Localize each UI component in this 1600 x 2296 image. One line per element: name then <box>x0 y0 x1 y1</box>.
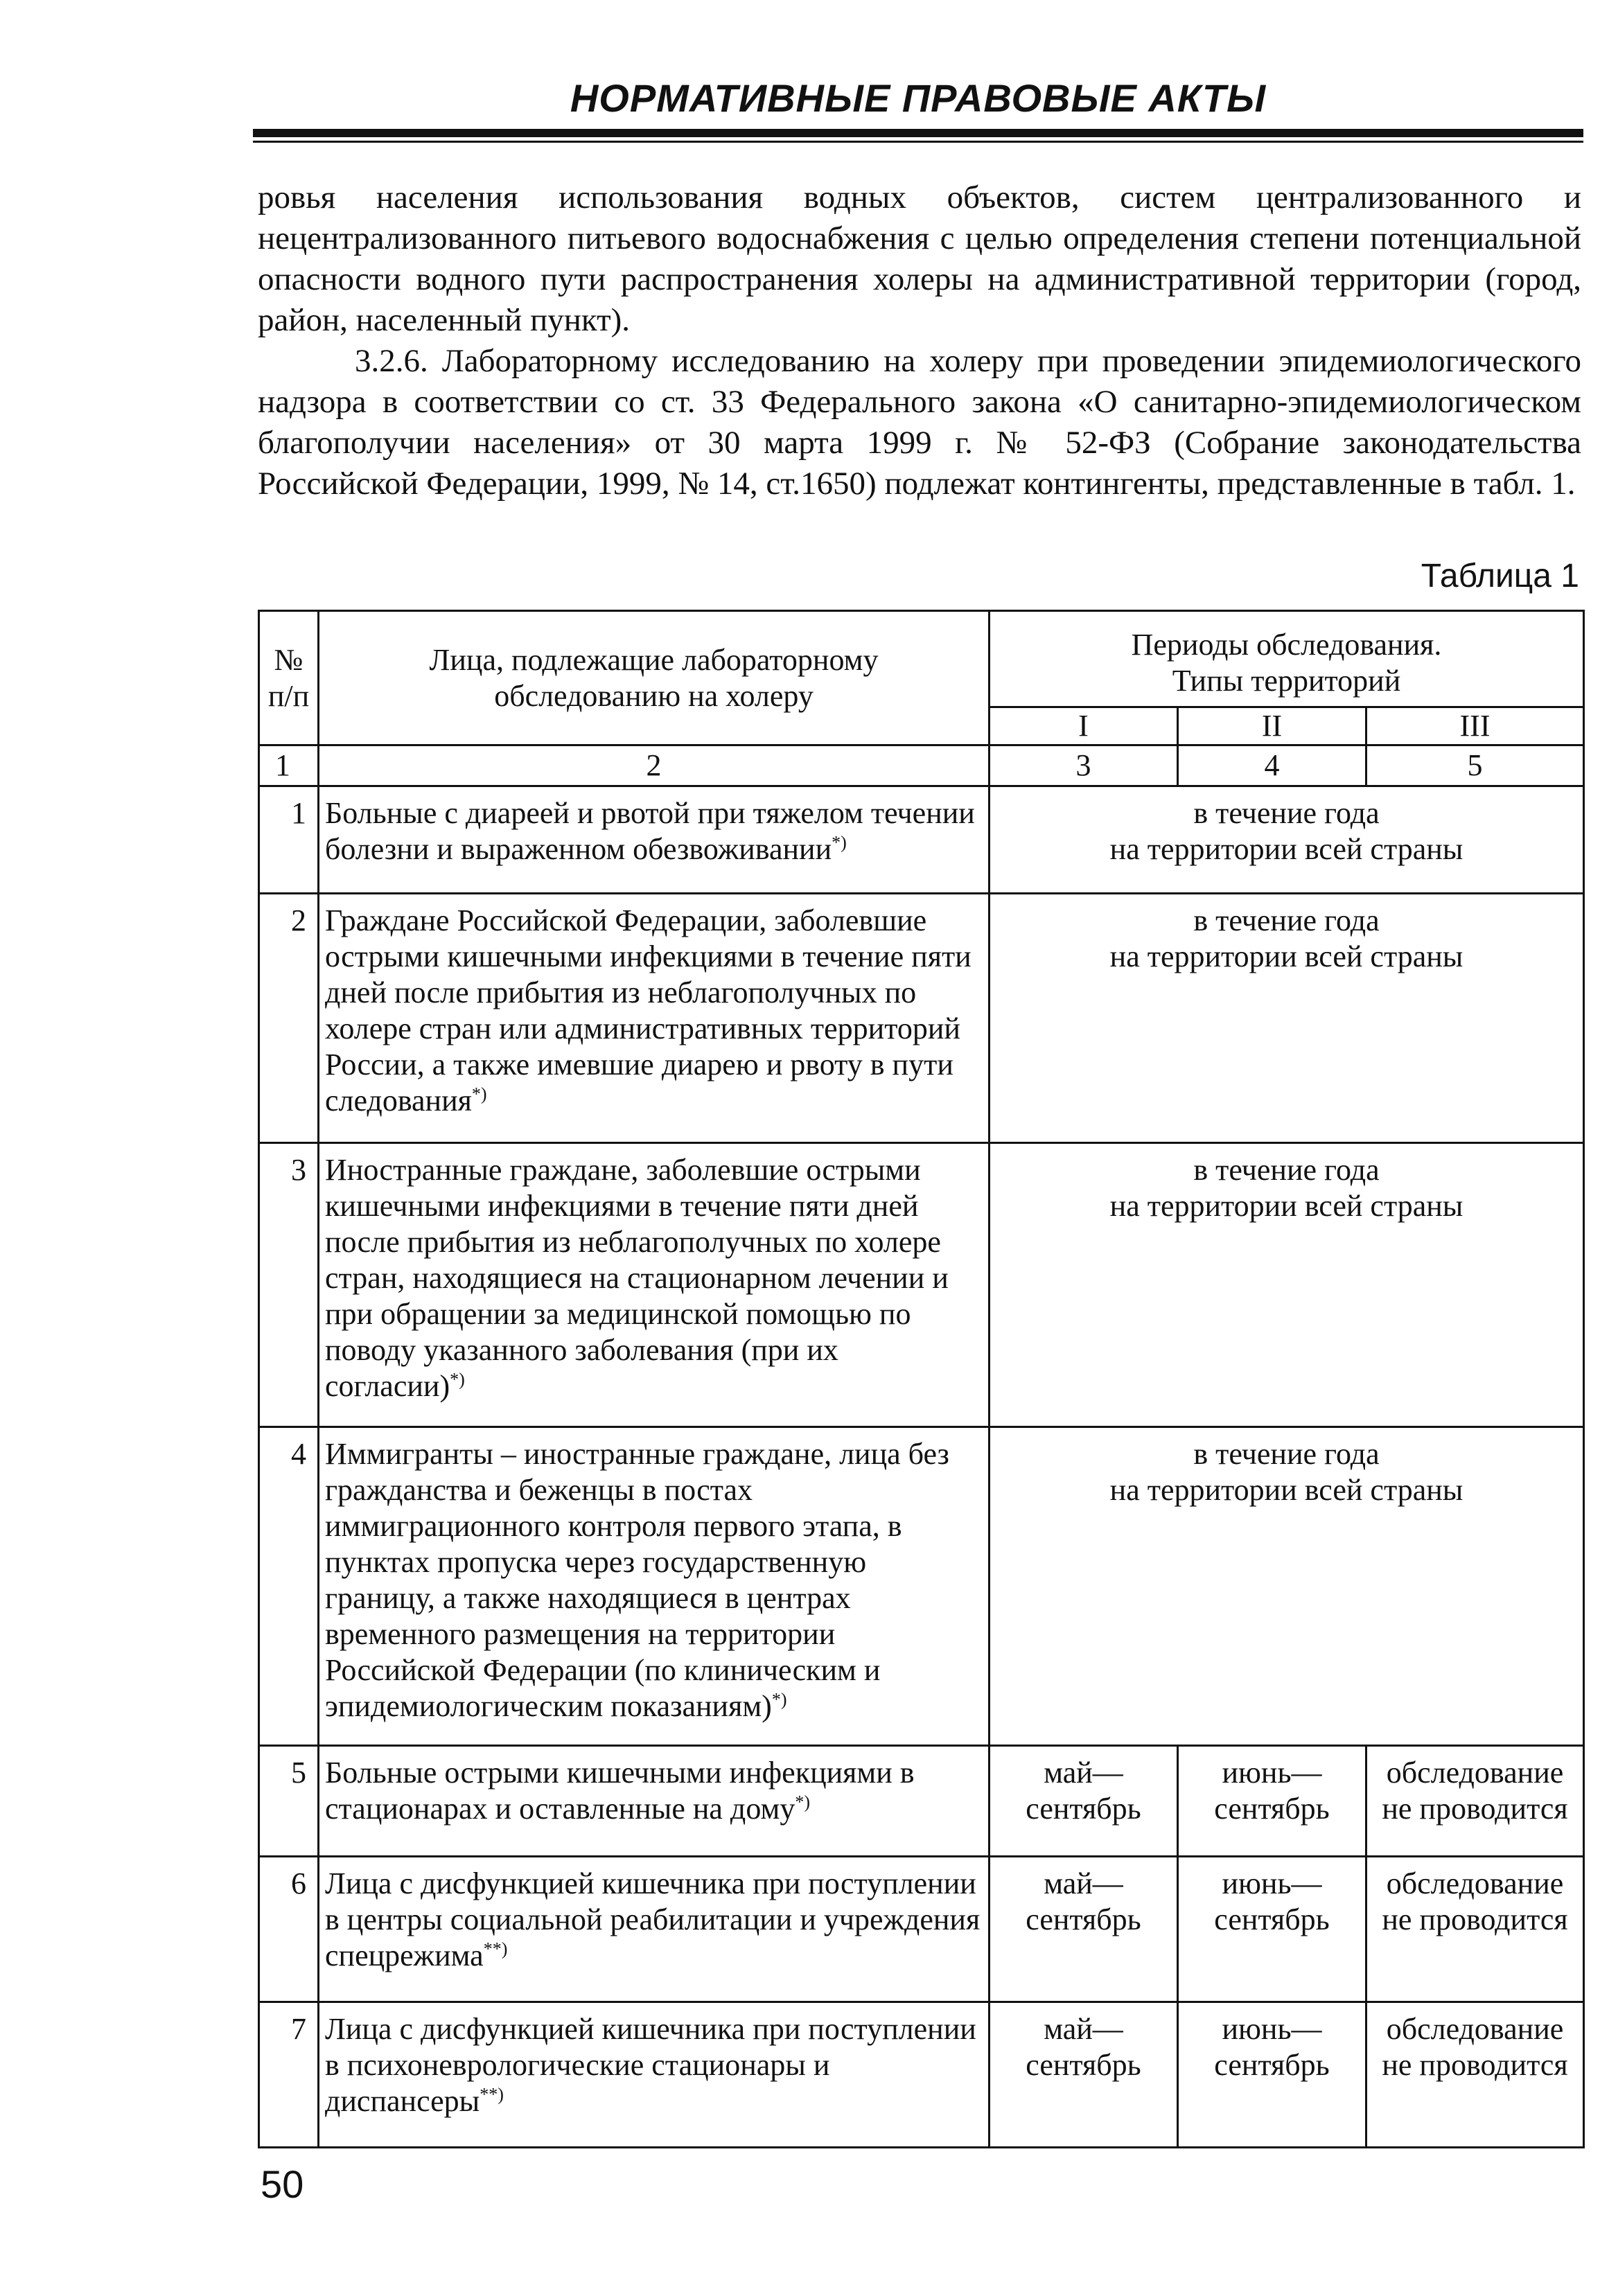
row-description <box>319 2002 990 2148</box>
period-line: сентябрь <box>1214 2048 1330 2082</box>
column-header-periods <box>990 611 1584 707</box>
footnote-mark: *) <box>795 1792 810 1812</box>
row-description <box>319 1746 990 1857</box>
row-period-type-2 <box>1178 1857 1366 2002</box>
row-description-text: Иностранные граждане, заболевшие острыми кишечными инфекциями в течение пяти дней после прибытия из неблагополучных по холере стран, находящиеся на стационарном лечении и при обращении за медицинской помощью по поводу указанного заболевания (при их согласии) <box>325 1153 949 1403</box>
footnote-mark: *) <box>450 1369 465 1390</box>
body-text <box>258 177 1581 504</box>
period-line: не проводится <box>1382 2048 1568 2082</box>
table-header-row <box>259 611 1584 707</box>
row-description-text: Лица с дисфункцией кишечника при поступлении в центры социальной реабилитации и учреждения спецрежима <box>325 1866 981 1972</box>
running-header <box>253 69 1583 143</box>
row-description <box>319 894 990 1143</box>
row-period-type-2 <box>1178 1746 1366 1857</box>
paragraph-3-2-6: 3.2.6. Лабораторному исследованию на холеру при проведении эпидемиологического надзора в соответствии со ст. 33 Федерального закона «О санитарно-эпидемиологическом благополучии населения» от 30 марта 1999 г. № 52-ФЗ (Собрание законодательства Российской Федерации, 1999, № 14, ст.1650) подлежат контингенты, представленные в табл. 1. <box>258 343 1581 502</box>
period-line: сентябрь <box>1026 2048 1141 2082</box>
column-index: 1 <box>259 745 319 786</box>
row-period-type-1 <box>990 1746 1178 1857</box>
row-period-type-3 <box>1366 2002 1584 2148</box>
row-description <box>319 786 990 894</box>
header-rule-thin <box>253 141 1583 143</box>
period-line: сентябрь <box>1026 1902 1141 1936</box>
row-number: 1 <box>259 786 319 894</box>
row-period-type-1 <box>990 1857 1178 2002</box>
period-line: не проводится <box>1382 1792 1568 1826</box>
period-line: в течение года <box>1193 1437 1380 1471</box>
row-period-type-3 <box>1366 1857 1584 2002</box>
table-row <box>259 786 1584 894</box>
period-line: на территории всей страны <box>1109 832 1463 866</box>
period-line: в течение года <box>1193 1153 1380 1187</box>
period-line: сентябрь <box>1026 1792 1141 1826</box>
contingents-table <box>258 610 1585 2148</box>
period-line: на территории всей страны <box>1109 939 1463 973</box>
row-description-text: Лица с дисфункцией кишечника при поступлении в психоневрологические стационары и диспансеры <box>325 2012 976 2118</box>
row-period-all <box>990 786 1584 894</box>
header-title: НОРМАТИВНЫЕ ПРАВОВЫЕ АКТЫ <box>570 76 1267 120</box>
footnote-mark: **) <box>480 2084 504 2105</box>
period-line: сентябрь <box>1214 1902 1330 1936</box>
column-header-persons: Лица, подлежащие лабораторному обследованию на холеру <box>319 611 990 745</box>
period-line: май— <box>1044 2012 1123 2046</box>
column-header-number: № п/п <box>259 611 319 745</box>
territory-types-title: Типы территорий <box>1172 664 1401 698</box>
column-index: 3 <box>990 745 1178 786</box>
period-line: июнь— <box>1222 1756 1322 1790</box>
row-number: 5 <box>259 1746 319 1857</box>
period-line: июнь— <box>1222 2012 1322 2046</box>
period-line: в течение года <box>1193 796 1380 830</box>
row-number: 4 <box>259 1427 319 1746</box>
row-period-all <box>990 1143 1584 1427</box>
row-description-text: Граждане Российской Федерации, заболевшие острыми кишечными инфекциями в течение пяти дней после прибытия из неблагополучных по холере стран или административных территорий России, а также имевшие диарею и рвоту в пути следования <box>325 903 972 1118</box>
row-number: 6 <box>259 1857 319 2002</box>
period-line: на территории всей страны <box>1109 1189 1463 1223</box>
header-rule-thick <box>253 129 1583 137</box>
column-index: 4 <box>1178 745 1366 786</box>
column-index-row <box>259 745 1584 786</box>
row-number: 2 <box>259 894 319 1143</box>
territory-type-1: I <box>990 707 1178 745</box>
table-row <box>259 1857 1584 2002</box>
row-description-text: Больные с диареей и рвотой при тяжелом течении болезни и выраженном обезвоживании <box>325 796 975 866</box>
row-description <box>319 1427 990 1746</box>
period-line: сентябрь <box>1214 1792 1330 1826</box>
table-row <box>259 894 1584 1143</box>
row-period-type-1 <box>990 2002 1178 2148</box>
row-number: 3 <box>259 1143 319 1427</box>
row-period-type-2 <box>1178 2002 1366 2148</box>
row-description <box>319 1857 990 2002</box>
row-period-all <box>990 1427 1584 1746</box>
table-caption: Таблица 1 <box>1421 558 1579 594</box>
period-line: на территории всей страны <box>1109 1473 1463 1507</box>
footnote-mark: *) <box>832 832 847 853</box>
footnote-mark: **) <box>483 1939 508 1959</box>
row-number: 7 <box>259 2002 319 2148</box>
page-number: 50 <box>261 2162 304 2206</box>
row-description <box>319 1143 990 1427</box>
footnote-mark: *) <box>471 1084 487 1104</box>
row-period-type-3 <box>1366 1746 1584 1857</box>
table-row <box>259 1143 1584 1427</box>
period-line: в течение года <box>1193 903 1380 937</box>
period-line: июнь— <box>1222 1866 1322 1900</box>
row-description-text: Иммигранты – иностранные граждане, лица без гражданства и беженцы в постах иммиграционного контроля первого этапа, в пунктах пропуска через государственную границу, а также находящиеся в центрах временного размещения на территории Российской Федерации (по клиническим и эпидемиологическим показаниям) <box>325 1437 949 1723</box>
period-line: обследование <box>1386 2012 1564 2046</box>
table-row <box>259 2002 1584 2148</box>
table-row <box>259 1427 1584 1746</box>
column-index: 5 <box>1366 745 1584 786</box>
paragraph-continued: ровья населения использования водных объектов, систем централизованного и нецентрализованного питьевого водоснабжения с целью определения степени потенциальной опасности водного пути распространения холеры на административной территории (город, район, населенный пункт). <box>258 179 1581 338</box>
period-line: обследование <box>1386 1866 1564 1900</box>
periods-title: Периоды обследования. <box>1131 628 1442 662</box>
period-line: май— <box>1044 1756 1123 1790</box>
table-row <box>259 1746 1584 1857</box>
period-line: не проводится <box>1382 1902 1568 1936</box>
period-line: обследование <box>1386 1756 1564 1790</box>
column-index: 2 <box>319 745 990 786</box>
period-line: май— <box>1044 1866 1123 1900</box>
footnote-mark: *) <box>771 1689 787 1710</box>
territory-type-2: II <box>1178 707 1366 745</box>
row-period-all <box>990 894 1584 1143</box>
territory-type-3: III <box>1366 707 1584 745</box>
row-description-text: Больные острыми кишечными инфекциями в стационарах и оставленные на дому <box>325 1756 915 1826</box>
